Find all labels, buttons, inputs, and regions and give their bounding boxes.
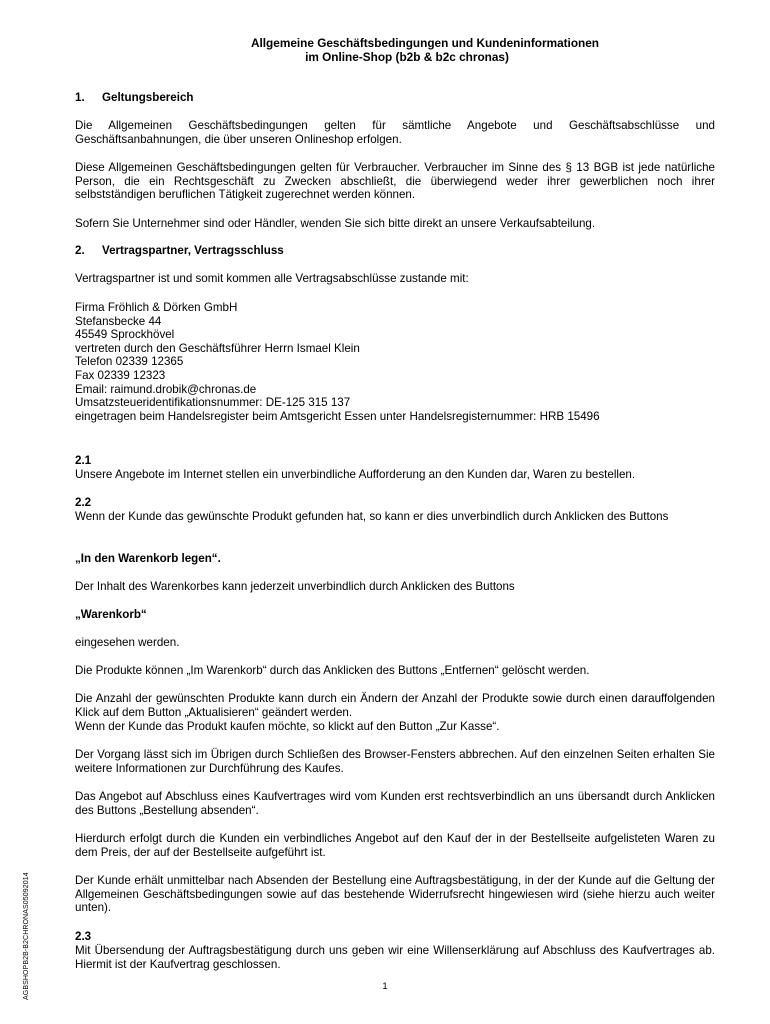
section-2-title: Vertragspartner, Vertragsschluss (102, 244, 284, 257)
document-title-line-1: Allgemeine Geschäftsbedingungen und Kundeninformationen (250, 36, 600, 50)
button-label-add-to-cart: „In den Warenkorb legen“. (75, 552, 221, 565)
section-2-3-text: Mit Übersendung der Auftragsbestätigung durch uns geben wir eine Willenserklärung auf Abschluss des Kaufvertrages ab. Hiermit ist der Kaufvertrag geschlossen. (75, 944, 715, 971)
section-2-2-viewed-text: eingesehen werden. (75, 636, 180, 649)
address-fax: Fax 02339 12323 (75, 368, 166, 382)
address-email: Email: raimund.drobik@chronas.de (75, 382, 257, 396)
section-2-1-number: 2.1 (75, 454, 92, 467)
company-address-block (75, 301, 715, 423)
section-2-intro: Vertragspartner ist und somit kommen alle Vertragsabschlüsse zustande mit: (75, 272, 469, 285)
section-1-paragraph-3: Sofern Sie Unternehmer sind oder Händler, wenden Sie sich bitte direkt an unsere Verkaufsabteilung. (75, 217, 596, 230)
section-2-1-text: Unsere Angebote im Internet stellen ein unverbindliche Aufforderung an den Kunden dar, Waren zu bestellen. (75, 468, 636, 481)
button-label-cart: „Warenkorb“ (75, 608, 147, 621)
section-2-2-number: 2.2 (75, 496, 92, 509)
section-1-paragraph-2: Diese Allgemeinen Geschäftsbedingungen gelten für Verbraucher. Verbraucher im Sinne des § 13 BGB ist jede natürliche Person, die ein Rechtsgeschäft zu Zwecken abschließt, die überwiegend weder ihrer gewerblichen noch ihrer selbstständigen beruflichen Tätigkeit zugerechnet werden können. (75, 161, 715, 202)
address-company-name: Firma Fröhlich & Dörken GmbH (75, 301, 238, 314)
section-2-2-remove-text: Die Produkte können „Im Warenkorb“ durch das Anklicken des Buttons „Entfernen“ gelöscht werden. (75, 664, 590, 677)
section-2-2-checkout-text: Wenn der Kunde das Produkt kaufen möchte, so klickt auf den Button „Zur Kasse“. (75, 720, 500, 733)
section-2-2-binding-offer-text: Hierdurch erfolgt durch die Kunden ein verbindliches Angebot auf den Kauf der in der Bestellseite aufgelisteten Waren zu dem Preis, der auf der Bestellseite aufgeführt ist. (75, 832, 715, 859)
section-2-2-cart-view-text: Der Inhalt des Warenkorbes kann jederzeit unverbindlich durch Anklicken des Buttons (75, 580, 515, 593)
section-2-2-confirmation-text: Der Kunde erhält unmittelbar nach Absenden der Bestellung eine Auftragsbestätigung, in der der Kunde auf die Geltung der Allgemeinen Geschäftsbedingungen sowie auf das bestehende Widerrufsrecht hingewiesen wird (siehe hierzu auch weiter unten). (75, 874, 715, 915)
address-street: Stefansbecke 44 (75, 314, 162, 328)
section-2-2-submit-order-text: Das Angebot auf Abschluss eines Kaufvertrages wird vom Kunden erst rechtsverbindlich an uns übersandt durch Anklicken des Buttons „Bestellung absenden“. (75, 790, 715, 817)
address-phone: Telefon 02339 12365 (75, 355, 184, 369)
section-2-number: 2. (75, 244, 85, 257)
page-number: 1 (382, 981, 388, 992)
section-1-title: Geltungsbereich (102, 91, 194, 104)
section-2-heading (75, 244, 715, 258)
address-city: 45549 Sprockhövel (75, 328, 175, 342)
section-2-2-text: Wenn der Kunde das gewünschte Produkt gefunden hat, so kann er dies unverbindlich durch Anklicken des Buttons (75, 510, 669, 523)
document-title-line-2: im Online-Shop (b2b & b2c chronas) (305, 50, 509, 64)
section-1-number: 1. (75, 91, 85, 104)
section-1-heading (75, 91, 715, 105)
address-commercial-register: eingetragen beim Handelsregister beim Amtsgericht Essen unter Handelsregisternummer: HRB 15496 (75, 409, 600, 423)
section-2-3-number: 2.3 (75, 930, 92, 943)
section-2-2-update-text: Die Anzahl der gewünschten Produkte kann durch ein Ändern der Anzahl der Produkte sowie durch einen darauffolgenden Klick auf dem Button „Aktualisieren“ geändert werden. (75, 692, 715, 719)
address-vat-id: Umsatzsteueridentifikationsnummer: DE-125 315 137 (75, 396, 351, 410)
address-managing-director: vertreten durch den Geschäftsführer Herrn Ismael Klein (75, 341, 360, 355)
section-1-paragraph-1: Die Allgemeinen Geschäftsbedingungen gelten für sämtliche Angebote und Geschäftsabschlüsse und Geschäftsanbahnungen, die über unseren Onlineshop erfolgen. (75, 119, 715, 146)
section-2-2-cancel-text: Der Vorgang lässt sich im Übrigen durch Schließen des Browser-Fensters abbrechen. Auf den einzelnen Seiten erhalten Sie weitere Informationen zur Durchführung des Kaufes. (75, 748, 715, 775)
document-reference-code: AGBSHOPB2B-B2CHRONAS05092014 (23, 872, 30, 1000)
